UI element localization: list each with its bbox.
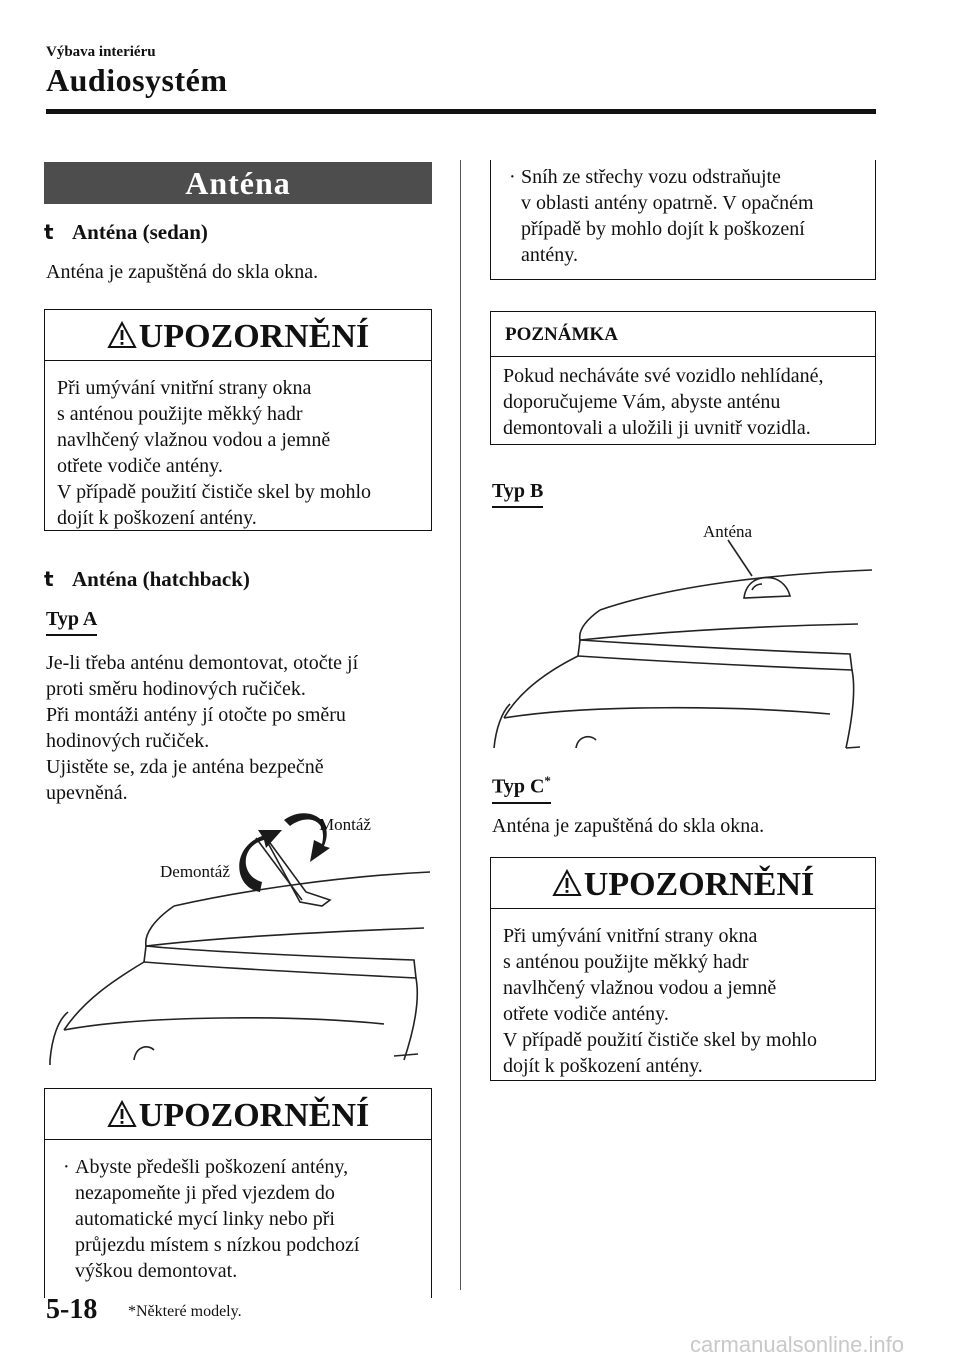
list-bullet: · [509,166,516,188]
hatchback-heading-text: Anténa (hatchback) [72,567,250,591]
caution-body [45,361,431,531]
page-title: Audiosystém [46,62,228,98]
caution-title-text: UPOZORNĚNÍ [138,318,370,355]
caution-line: v oblasti antény opatrně. V opačném [521,192,814,214]
caution-line: automatické mycí linky nebo při [75,1208,335,1230]
text-line: proti směru hodinových ručiček. [46,678,306,700]
caution-line: V případě použití čističe skel by mohlo [57,481,372,503]
caution-line: Sníh ze střechy vozu odstraňujte [521,166,781,188]
text-line: Je-li třeba anténu demontovat, otočte jí [46,652,359,674]
warning-triangle-icon [107,1100,137,1128]
note-line: doporučujeme Vám, abyste anténu [503,391,781,413]
typ-a-label: Typ A [46,608,97,636]
caution-line: nezapomeňte ji před vjezdem do [75,1182,335,1204]
caution-title [491,858,875,909]
typ-c-text: Anténa je zapuštěná do skla okna. [492,815,765,837]
mount-label: Montáž [319,815,371,834]
typ-c-label [492,773,551,804]
caution-line: navlhčený vlažnou vodou a jemně [503,977,777,999]
caution-body [491,909,875,1079]
caution-line: případě by mohlo dojít k poškození [521,218,805,240]
caution-line: dojít k poškození antény. [503,1055,703,1077]
caution-line: průjezdu místem s nízkou podchozí [75,1234,360,1256]
sedan-heading-text: Anténa (sedan) [72,220,208,244]
note-body [491,357,875,441]
caution-line: Při umývání vnitřní strany okna [57,377,312,399]
typ-a-caution-box [44,1088,432,1298]
caution-title [45,1089,431,1140]
caution-list-item [503,164,863,268]
sedan-caution-box [44,309,432,531]
section-banner: Anténa [44,162,432,204]
typ-b-label: Typ B [492,480,543,508]
dismount-label: Demontáž [160,862,230,881]
text-line: upevněná. [46,782,128,804]
caution-line: V případě použití čističe skel by mohlo [503,1029,818,1051]
caution-line: antény. [521,244,579,266]
note-line: Pokud necháváte své vozidlo nehlídané, [503,365,824,387]
antenna-rotation-figure [44,810,434,1068]
note-line: demontovali a uložili ji uvnitř vozidla. [503,417,811,439]
shark-fin-antenna-drawing [728,540,790,598]
caution-title-text: UPOZORNĚNÍ [583,866,815,903]
note-box [490,311,876,445]
typ-a-text [46,650,358,806]
column-divider [460,160,461,1290]
typ-a-caution-continuation [490,160,876,280]
caution-title-text: UPOZORNĚNÍ [138,1097,370,1134]
caution-line: s anténou použijte měkký hadr [503,951,749,973]
car-roof-drawing [494,570,872,748]
section-bullet: t [44,220,54,244]
caution-line: Při umývání vnitřní strany okna [503,925,758,947]
caution-list-item [57,1154,419,1284]
typ-c-caution-box [490,857,876,1081]
typ-c-label-text: Typ C [492,775,545,798]
title-rule [46,109,876,114]
caution-body [45,1140,431,1284]
warning-triangle-icon [107,321,137,349]
text-line: Při montáži antény jí otočte po směru [46,704,346,726]
caution-line: výškou demontovat. [75,1260,238,1282]
sedan-text: Anténa je zapuštěná do skla okna. [46,261,319,283]
list-bullet: · [63,1156,70,1178]
caution-line: navlhčený vlažnou vodou a jemně [57,429,331,451]
section-bullet: t [44,567,54,591]
caution-line: otřete vodiče antény. [57,455,223,477]
caution-body [491,160,875,268]
text-line: hodinových ručiček. [46,730,210,752]
footnote: *Některé modely. [128,1303,242,1320]
warning-triangle-icon [552,869,582,897]
caution-line: s anténou použijte měkký hadr [57,403,303,425]
breadcrumb: Výbava interiéru [46,44,156,60]
car-roof-drawing [50,872,430,1065]
watermark: carmanualsonline.info [689,1332,904,1357]
caution-line: Abyste předešli poškození antény, [75,1156,349,1178]
text-line: Ujistěte se, zda je anténa bezpečně [46,756,324,778]
hatchback-heading [44,567,250,592]
page-number: 5-18 [46,1294,98,1325]
caution-line: dojít k poškození antény. [57,507,257,529]
caution-line: otřete vodiče antény. [503,1003,669,1025]
sedan-heading [44,220,208,245]
antenna-label: Anténa [703,522,753,541]
caution-title [45,310,431,361]
asterisk-mark: * [544,773,551,788]
note-title: POZNÁMKA [491,312,875,357]
rotation-arrows [239,813,330,892]
roof-antenna-figure [490,520,876,752]
